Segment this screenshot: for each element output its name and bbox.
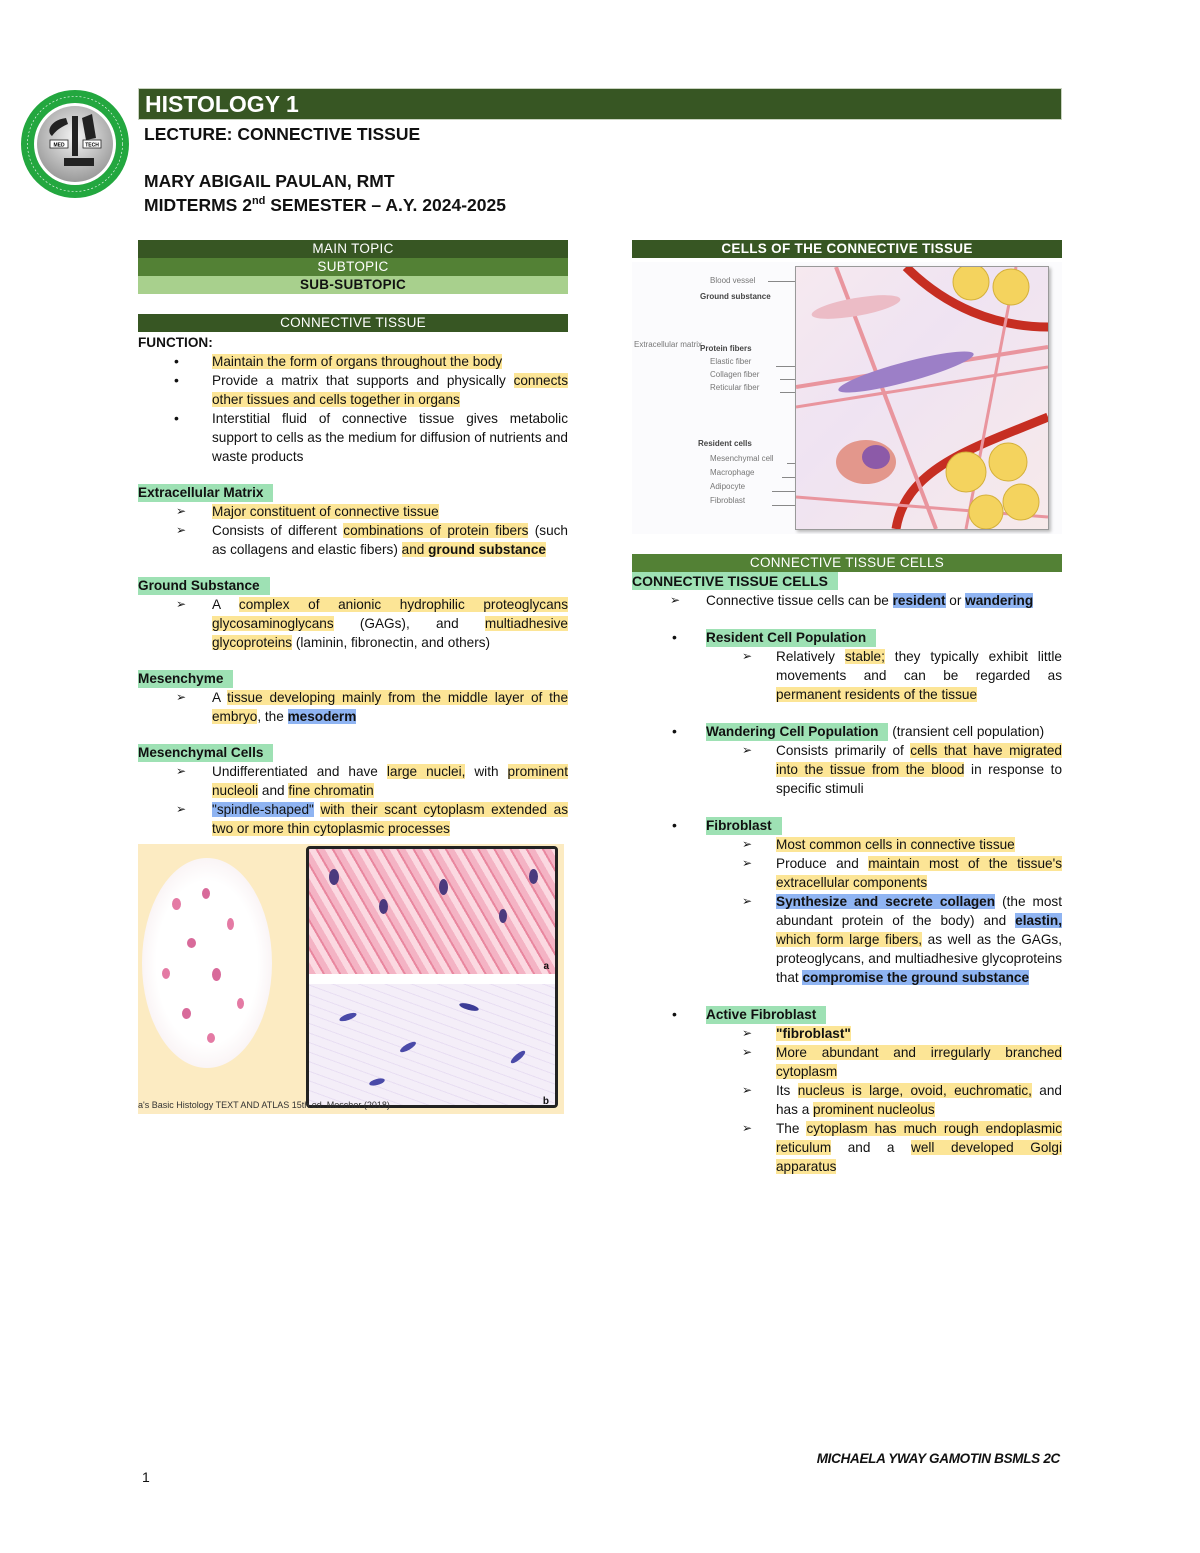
micrograph-a <box>309 849 555 974</box>
text: Its <box>776 1083 798 1098</box>
course-title: HISTOLOGY 1 <box>145 91 299 117</box>
footer-author: MICHAELA YWAY GAMOTIN BSMLS 2C <box>816 1451 1060 1466</box>
diagram-label-extracellular-matrix: Extracellular matrix <box>634 340 703 349</box>
wandering-list-head <box>632 722 1062 741</box>
highlight: tissue developing mainly from the middle layer of the embryo <box>212 690 569 724</box>
list-item <box>632 647 1062 704</box>
highlight: Major constituent of connective tissue <box>212 504 439 519</box>
heading-connective-tissue-cells: CONNECTIVE TISSUE CELLS <box>632 572 838 590</box>
right-column <box>632 240 1062 1176</box>
term-sup: nd <box>251 195 266 208</box>
text: The <box>776 1121 807 1136</box>
figure-caption: a's Basic Histology TEXT AND ATLAS 15th ed. Mescher (2018) <box>138 1100 390 1110</box>
diagram-label: Protein fibers <box>700 344 752 353</box>
heading-mesenchyme: Mesenchyme <box>138 670 233 688</box>
diagram-label: Reticular fiber <box>710 383 760 392</box>
highlight: fine chromatin <box>288 783 374 798</box>
heading-extracellular-matrix: Extracellular Matrix <box>138 484 273 502</box>
diagram-label: Elastic fiber <box>710 357 752 366</box>
term-line <box>144 195 506 216</box>
text: (GAGs), and <box>333 616 485 631</box>
course-title-bar <box>138 88 1062 120</box>
micrograph-b <box>309 984 555 1108</box>
highlight: which form large fibers, <box>776 932 923 947</box>
list-item-resident <box>632 628 1062 647</box>
list-item-active-fibroblast <box>632 1005 1062 1024</box>
highlight: complex of anionic hydrophilic proteoglycans glycosaminoglycans <box>212 597 568 631</box>
text: or <box>945 593 966 608</box>
highlight: with their scant cytoplasm extended as two or more thin cytoplasmic processes <box>212 802 568 836</box>
text: and a <box>831 1140 912 1155</box>
list-item <box>632 1119 1062 1176</box>
section-band-connective-tissue-cells: CONNECTIVE TISSUE CELLS <box>632 554 1062 572</box>
connective-tissue-diagram <box>632 262 1062 534</box>
svg-text:MED: MED <box>53 142 65 149</box>
mesenchyme-list <box>138 688 568 726</box>
topic-legend <box>138 240 568 294</box>
text: Consists of different <box>212 523 344 538</box>
list-item <box>138 688 568 726</box>
ecm-list <box>138 502 568 559</box>
fibroblast-micrograph-panel <box>306 846 558 1108</box>
highlight: multiadhesive glycoproteins <box>212 616 568 650</box>
highlight <box>402 542 546 557</box>
figure-label-a: a <box>543 961 549 972</box>
list-item <box>138 371 568 409</box>
list-item <box>138 595 568 652</box>
text: as well as the GAGs, proteoglycans, and multiadhesive glycoproteins that <box>776 932 1062 985</box>
text: (transient cell population) <box>888 724 1045 739</box>
highlight: "fibroblast" <box>776 1026 851 1041</box>
highlight: prominent nucleoli <box>212 764 568 798</box>
section-band-connective-tissue: CONNECTIVE TISSUE <box>138 314 568 332</box>
text: in response to specific stimuli <box>776 762 1063 796</box>
text: A <box>212 597 239 612</box>
bold-text: ground substance <box>428 542 546 557</box>
text: Undifferentiated and have <box>212 764 387 779</box>
mesenchyme-oval-image <box>142 858 272 1068</box>
list-item <box>632 854 1062 892</box>
list-item <box>138 521 568 559</box>
function-label: FUNCTION: <box>138 335 213 350</box>
highlight: combinations of protein fibers <box>343 523 529 538</box>
diagram-label: Blood vessel <box>710 276 756 285</box>
heading-resident-cell-population: Resident Cell Population <box>706 629 876 647</box>
highlight: connects other tissues and cells together in organs <box>212 373 568 407</box>
text: with <box>465 764 508 779</box>
resident-list <box>632 647 1062 704</box>
diagram-label: Macrophage <box>710 468 755 477</box>
ct-cells-list <box>632 591 1062 610</box>
blue-highlight: Synthesize and secrete collagen <box>776 894 996 909</box>
list-item <box>138 762 568 800</box>
highlight: cytoplasm has much rough endoplasmic reticulum <box>776 1121 1062 1155</box>
text: (such as collagens and elastic fibers) <box>212 523 568 557</box>
legend-subtopic: SUBTOPIC <box>138 258 568 276</box>
text: Interstitial fluid of connective tissue gives metabolic support to cells as the medium for diffusion of nutrients and waste products <box>212 411 568 464</box>
text: Relatively <box>776 649 845 664</box>
legend-sub-subtopic: SUB-SUBTOPIC <box>138 276 568 294</box>
mesenchymal-cells-list <box>138 762 568 838</box>
highlight: large nuclei, <box>386 764 466 779</box>
blue-highlight: compromise the ground substance <box>802 970 1030 985</box>
text: (the most abundant protein of the body) and <box>776 894 1062 928</box>
text: and <box>258 783 289 798</box>
heading-fibroblast: Fibroblast <box>706 817 782 835</box>
term-prefix: MIDTERMS 2 <box>144 195 252 215</box>
text: Produce and <box>776 856 869 871</box>
legend-main-topic: MAIN TOPIC <box>138 240 568 258</box>
text: , the <box>257 709 288 724</box>
diagram-label: Ground substance <box>700 292 771 301</box>
list-item <box>138 352 568 371</box>
highlight: nucleus is large, ovoid, euchromatic, <box>797 1083 1032 1098</box>
blue-highlight: mesoderm <box>287 709 357 724</box>
fibroblast-list <box>632 835 1062 987</box>
list-item <box>632 1043 1062 1081</box>
highlight: More abundant and irregularly branched cytoplasm <box>776 1045 1062 1079</box>
college-logo <box>20 88 130 200</box>
figure-label-b: b <box>542 1096 549 1107</box>
list-item <box>138 409 568 466</box>
tissue-illustration <box>795 266 1049 530</box>
ground-list <box>138 595 568 652</box>
highlight: Most common cells in connective tissue <box>776 837 1015 852</box>
blue-highlight: resident <box>892 593 946 608</box>
left-column <box>138 240 568 1114</box>
text: (laminin, fibronectin, and others) <box>292 635 491 650</box>
list-item <box>632 1024 1062 1043</box>
svg-text:TECH: TECH <box>85 142 99 149</box>
text: and <box>401 542 429 557</box>
text: they typically exhibit little movements and can be regarded as <box>776 649 1062 683</box>
lecture-title: LECTURE: CONNECTIVE TISSUE <box>144 124 421 144</box>
diagram-label: Resident cells <box>698 439 752 448</box>
heading-wandering-cell-population: Wandering Cell Population <box>706 723 888 741</box>
term-suffix: SEMESTER – A.Y. 2024-2025 <box>265 195 506 215</box>
list-item <box>632 741 1062 798</box>
list-item <box>632 1081 1062 1119</box>
list-item <box>138 502 568 521</box>
diagram-label: Fibroblast <box>710 496 746 505</box>
text: A <box>212 690 228 705</box>
highlight: prominent nucleolus <box>813 1102 935 1117</box>
list-item <box>632 835 1062 854</box>
diagram-label: Mesenchymal cell <box>710 454 774 463</box>
function-list <box>138 352 568 466</box>
text: Provide a matrix that supports and physically <box>212 373 514 388</box>
wandering-list <box>632 741 1062 798</box>
list-item-fibroblast <box>632 816 1062 835</box>
diagram-label: Collagen fiber <box>710 370 760 379</box>
active-fibroblast-list <box>632 1024 1062 1176</box>
section-band-cells-of-connective-tissue: CELLS OF THE CONNECTIVE TISSUE <box>632 240 1062 258</box>
page-number: 1 <box>142 1469 150 1485</box>
highlight: well developed Golgi apparatus <box>776 1140 1062 1174</box>
mesenchymal-cells-micrograph <box>138 844 564 1114</box>
text: and has a <box>776 1083 1062 1117</box>
blue-highlight: elastin, <box>1015 913 1062 928</box>
blue-highlight: wandering <box>965 593 1034 608</box>
list-item <box>632 591 1062 610</box>
blue-highlight: "spindle-shaped" <box>212 802 314 817</box>
fibroblast-head <box>632 816 1062 835</box>
list-item <box>138 800 568 838</box>
highlight: permanent residents of the tissue <box>776 687 977 702</box>
list-item-wandering <box>632 722 1062 741</box>
active-fibroblast-head <box>632 1005 1062 1024</box>
heading-mesenchymal-cells: Mesenchymal Cells <box>138 744 273 762</box>
diagram-label: Adipocyte <box>710 482 746 491</box>
instructor-name: MARY ABIGAIL PAULAN, RMT <box>144 171 395 191</box>
heading-active-fibroblast: Active Fibroblast <box>706 1006 826 1024</box>
highlight: Maintain the form of organs throughout the body <box>212 354 503 369</box>
list-item <box>632 892 1062 987</box>
highlight: cells that have migrated into the tissue from the blood <box>776 743 1062 777</box>
text: Consists primarily of <box>776 743 911 758</box>
cell-population-list <box>632 628 1062 647</box>
highlight: maintain most of the tissue's extracellular components <box>776 856 1062 890</box>
highlight: stable; <box>844 649 885 664</box>
heading-ground-substance: Ground Substance <box>138 577 270 595</box>
text: Connective tissue cells can be <box>706 593 893 608</box>
